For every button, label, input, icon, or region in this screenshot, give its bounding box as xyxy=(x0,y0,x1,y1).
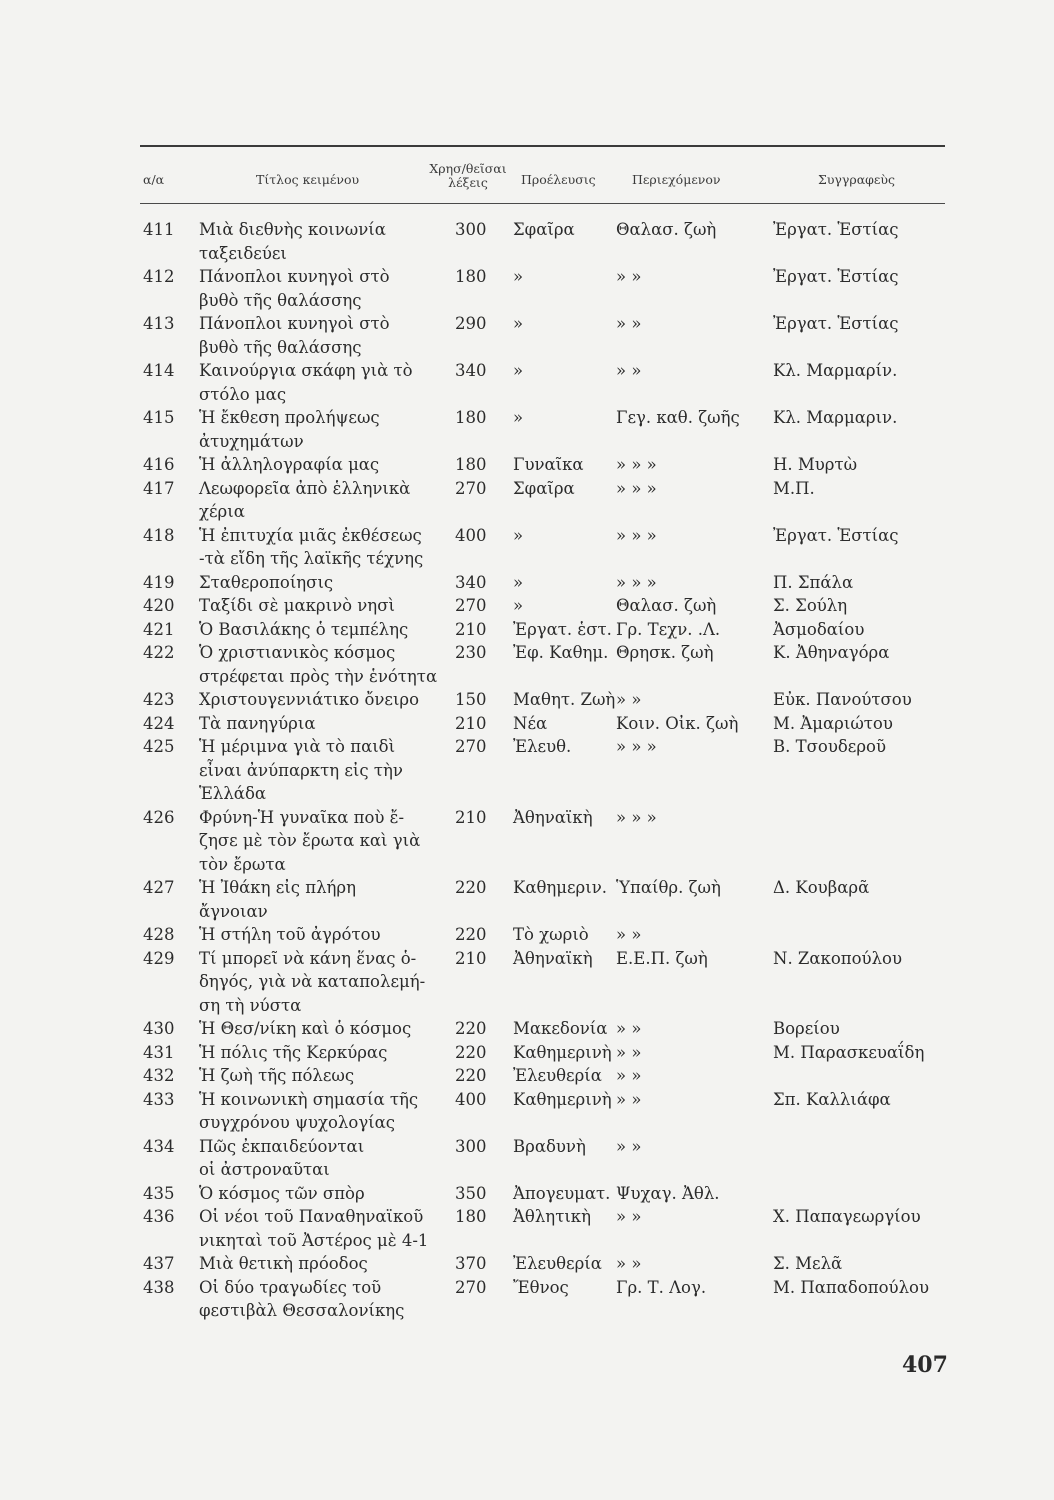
row-content: » » » xyxy=(616,807,657,827)
row-content: Ε.Ε.Π. ζωὴ xyxy=(616,948,708,968)
row-author: Κλ. Μαρμαρίν. xyxy=(773,361,898,380)
table-row xyxy=(0,1276,1054,1323)
row-number: 431 xyxy=(143,1042,175,1062)
row-number: 416 xyxy=(143,455,175,474)
row-title: Ὁ χριστιανικὸς κόσμος στρέφεται πρὸς τὴν ἑνότητα xyxy=(199,643,438,686)
row-origin: Καθημερινὴ xyxy=(513,1042,612,1062)
row-content: » » xyxy=(616,1042,642,1062)
row-words: 210 xyxy=(455,948,487,968)
row-content: » » » xyxy=(616,737,657,756)
table-row xyxy=(0,876,1054,923)
row-words: 210 xyxy=(455,807,487,827)
row-content: » » xyxy=(616,314,642,333)
row-origin: Γυναῖκα xyxy=(513,455,584,474)
table-row xyxy=(0,735,1054,806)
row-words: 180 xyxy=(455,1207,487,1226)
table-row xyxy=(0,641,1054,688)
row-origin: » xyxy=(513,572,524,592)
row-title: Ἡ Ἰθάκη εἰς πλήρη ἄγνοιαν xyxy=(199,878,357,921)
row-number: 437 xyxy=(143,1254,175,1273)
row-origin: » xyxy=(513,408,524,427)
table-row xyxy=(0,594,1054,618)
row-origin: Σφαῖρα xyxy=(513,478,575,498)
row-author: Ἐργατ. Ἑστίας xyxy=(773,525,899,545)
row-words: 270 xyxy=(455,596,487,615)
row-author: Μ.Π. xyxy=(773,478,815,498)
table-row xyxy=(0,1064,1054,1088)
table-row xyxy=(0,265,1054,312)
row-number: 421 xyxy=(143,619,175,639)
row-number: 412 xyxy=(143,267,175,286)
row-author: Ἐργατ. Ἑστίας xyxy=(773,314,899,333)
row-origin: Βραδυνὴ xyxy=(513,1136,586,1156)
row-author: Β. Τσουδεροῦ xyxy=(773,737,886,756)
row-content: » » xyxy=(616,925,642,944)
row-origin: Ἐλευθ. xyxy=(513,737,572,756)
row-words: 210 xyxy=(455,619,487,639)
table-row xyxy=(0,947,1054,1018)
row-content: » » » xyxy=(616,478,657,498)
row-author: Μ. Παπαδοπούλου xyxy=(773,1277,930,1297)
row-content: » » xyxy=(616,1066,642,1085)
row-number: 424 xyxy=(143,713,175,733)
row-content: Ψυχαγ. Ἀθλ. xyxy=(616,1183,720,1203)
row-content: » » xyxy=(616,1254,642,1273)
row-author: Ἐργατ. Ἑστίας xyxy=(773,220,899,239)
row-words: 370 xyxy=(455,1254,487,1273)
table-row xyxy=(0,359,1054,406)
row-content: » » xyxy=(616,1089,642,1109)
row-words: 340 xyxy=(455,361,487,380)
top-rule xyxy=(140,145,945,147)
row-title: Ἡ ζωὴ τῆς πόλεως xyxy=(199,1066,355,1085)
row-number: 438 xyxy=(143,1277,175,1297)
row-content: Θρησκ. ζωὴ xyxy=(616,643,714,662)
row-origin: Ἐλευθερία xyxy=(513,1254,602,1273)
table-row xyxy=(0,618,1054,642)
row-words: 230 xyxy=(455,643,487,662)
row-words: 150 xyxy=(455,690,487,709)
row-title: Τί μπορεῖ νὰ κάνη ἕνας ὁ- δηγός, γιὰ νὰ καταπολεμή- ση τὴ νύστα xyxy=(199,948,426,1015)
row-words: 210 xyxy=(455,713,487,733)
row-origin: Νέα xyxy=(513,713,548,733)
row-title: Πάνοπλοι κυνηγοὶ στὸ βυθὸ τῆς θαλάσσης xyxy=(199,314,390,357)
row-author: Σ. Μελᾶ xyxy=(773,1254,843,1273)
row-title: Ὁ κόσμος τῶν σπὸρ xyxy=(199,1183,365,1203)
row-words: 220 xyxy=(455,1042,487,1062)
row-title: Πῶς ἐκπαιδεύονται οἱ ἀστροναῦται xyxy=(199,1136,365,1179)
header-content: Περιεχόμενον xyxy=(632,172,721,187)
table-row xyxy=(0,1017,1054,1041)
table-row xyxy=(0,1088,1054,1135)
row-number: 429 xyxy=(143,948,175,968)
row-author: Μ. Ἀμαριώτου xyxy=(773,713,893,733)
row-number: 413 xyxy=(143,314,175,333)
table-row xyxy=(0,806,1054,877)
table-row xyxy=(0,477,1054,524)
table-row xyxy=(0,923,1054,947)
row-title: Ὁ Βασιλάκης ὁ τεμπέλης xyxy=(199,619,409,639)
row-title: Πάνοπλοι κυνηγοὶ στὸ βυθὸ τῆς θαλάσσης xyxy=(199,267,390,310)
row-content: » » xyxy=(616,267,642,286)
row-author: Ν. Ζακοπούλου xyxy=(773,948,903,968)
row-number: 422 xyxy=(143,643,175,662)
row-words: 220 xyxy=(455,925,487,944)
row-origin: Ἐλευθερία xyxy=(513,1066,602,1085)
table-row xyxy=(0,218,1054,265)
row-number: 414 xyxy=(143,361,175,380)
row-number: 420 xyxy=(143,596,175,615)
row-title: Ταξίδι σὲ μακρινὸ νησὶ xyxy=(199,596,395,615)
row-title: Ἡ στήλη τοῦ ἀγρότου xyxy=(199,925,381,944)
row-words: 400 xyxy=(455,1089,487,1109)
header-rule xyxy=(140,203,945,204)
row-number: 434 xyxy=(143,1136,175,1156)
row-origin: » xyxy=(513,361,524,380)
row-content: Θαλασ. ζωὴ xyxy=(616,220,717,239)
row-origin: Ἐργατ. ἑστ. xyxy=(513,619,612,639)
row-title: Μιὰ θετικὴ πρόοδος xyxy=(199,1254,368,1273)
row-number: 411 xyxy=(143,220,175,239)
row-content: » » » xyxy=(616,525,657,545)
row-origin: » xyxy=(513,267,524,286)
table-row xyxy=(0,1205,1054,1252)
row-origin: Καθημεριν. xyxy=(513,878,608,897)
row-number: 435 xyxy=(143,1183,175,1203)
row-title: Ἡ μέριμνα γιὰ τὸ παιδὶ εἶναι ἀνύπαρκτη εἰς τὴν Ἑλλάδα xyxy=(199,737,403,803)
row-number: 415 xyxy=(143,408,175,427)
header-origin: Προέλευσις xyxy=(521,172,596,187)
header-author: Συγγραφεὺς xyxy=(818,172,895,187)
row-origin: » xyxy=(513,596,524,615)
row-origin: Ἔθνος xyxy=(513,1277,569,1297)
table-row xyxy=(0,1182,1054,1206)
row-number: 423 xyxy=(143,690,175,709)
row-title: Ἡ ἐπιτυχία μιᾶς ἐκθέσεως -τὰ εἴδη τῆς λαϊκῆς τέχνης xyxy=(199,525,424,568)
row-origin: Τὸ χωριὸ xyxy=(513,925,589,944)
row-author: Δ. Κουβαρᾶ xyxy=(773,878,870,897)
row-author: Μ. Παρασκευαΐδη xyxy=(773,1042,925,1062)
table-row xyxy=(0,1135,1054,1182)
row-origin: Μαθητ. Ζωὴ xyxy=(513,690,616,709)
row-words: 300 xyxy=(455,1136,487,1156)
row-content: » » » xyxy=(616,455,657,474)
row-title: Καινούργια σκάφη γιὰ τὸ στόλο μας xyxy=(199,361,413,404)
row-origin: Ἐφ. Καθημ. xyxy=(513,643,609,662)
row-origin: Ἀθηναϊκὴ xyxy=(513,948,593,968)
row-origin: Σφαῖρα xyxy=(513,220,575,239)
row-title: Ἡ Θεσ/νίκη καὶ ὁ κόσμος xyxy=(199,1019,412,1038)
row-title: Χριστουγεννιάτικο ὄνειρο xyxy=(199,690,420,709)
row-author: Σπ. Καλλιάφα xyxy=(773,1089,891,1109)
row-words: 270 xyxy=(455,737,487,756)
row-title: Σταθεροποίησις xyxy=(199,572,334,592)
row-words: 180 xyxy=(455,267,487,286)
row-content: Γεγ. καθ. ζωῆς xyxy=(616,408,740,427)
row-author: Ἀσμοδαίου xyxy=(773,619,865,639)
table-row xyxy=(0,712,1054,736)
row-number: 428 xyxy=(143,925,175,944)
row-number: 419 xyxy=(143,572,175,592)
row-title: Τὰ πανηγύρια xyxy=(199,713,316,733)
row-author: Π. Σπάλα xyxy=(773,572,854,592)
row-content: » » xyxy=(616,1207,642,1226)
header-title: Τίτλος κειμένου xyxy=(256,172,360,187)
row-title: Οἱ νέοι τοῦ Παναθηναϊκοῦ νικηταὶ τοῦ Ἀστέρος μὲ 4-1 xyxy=(199,1207,429,1250)
header-words-line1: Χρησ/θεῖσαι xyxy=(429,161,507,176)
row-author: Εὐκ. Πανούτσου xyxy=(773,690,912,709)
row-number: 433 xyxy=(143,1089,175,1109)
table-row xyxy=(0,1041,1054,1065)
row-number: 436 xyxy=(143,1207,175,1226)
row-author: Κ. Ἀθηναγόρα xyxy=(773,643,890,662)
row-title: Μιὰ διεθνὴς κοινωνία ταξειδεύει xyxy=(199,220,386,263)
row-content: Ὑπαίθρ. ζωὴ xyxy=(616,878,721,897)
row-origin: Ἀθλητικὴ xyxy=(513,1207,591,1226)
row-origin: » xyxy=(513,314,524,333)
row-origin: Καθημερινὴ xyxy=(513,1089,612,1109)
table-row xyxy=(0,406,1054,453)
row-words: 180 xyxy=(455,408,487,427)
table-body xyxy=(0,218,1054,1323)
row-title: Οἱ δύο τραγωδίες τοῦ φεστιβὰλ Θεσσαλονίκης xyxy=(199,1277,405,1320)
row-words: 270 xyxy=(455,478,487,498)
row-author: Σ. Σούλη xyxy=(773,596,848,615)
row-words: 180 xyxy=(455,455,487,474)
row-title: Ἡ ἔκθεση προλήψεως ἀτυχημάτων xyxy=(199,408,380,451)
table-row xyxy=(0,688,1054,712)
row-number: 426 xyxy=(143,807,175,827)
row-number: 417 xyxy=(143,478,175,498)
row-words: 290 xyxy=(455,314,487,333)
row-number: 425 xyxy=(143,737,175,756)
row-number: 427 xyxy=(143,878,175,897)
row-words: 300 xyxy=(455,220,487,239)
row-origin: Ἀθηναϊκὴ xyxy=(513,807,593,827)
header-words-line2: λέξεις xyxy=(448,175,488,190)
row-number: 430 xyxy=(143,1019,175,1038)
row-title: Φρύνη-Ἡ γυναῖκα ποὺ ἔ- ζησε μὲ τὸν ἔρωτα καὶ γιὰ τὸν ἔρωτα xyxy=(199,807,421,874)
row-words: 400 xyxy=(455,525,487,545)
row-author: Βορείου xyxy=(773,1019,840,1038)
row-words: 220 xyxy=(455,878,487,897)
row-content: » » xyxy=(616,690,642,709)
table-row xyxy=(0,453,1054,477)
page-number: 407 xyxy=(902,1352,948,1378)
row-words: 270 xyxy=(455,1277,487,1297)
header-aa: α/α xyxy=(143,172,165,187)
row-words: 220 xyxy=(455,1019,487,1038)
table-row xyxy=(0,571,1054,595)
row-author: Η. Μυρτὼ xyxy=(773,455,858,474)
table-row xyxy=(0,312,1054,359)
row-content: » » xyxy=(616,1019,642,1038)
table-row xyxy=(0,1252,1054,1276)
table-header xyxy=(0,150,1054,200)
header-words xyxy=(428,162,508,190)
row-content: » » xyxy=(616,361,642,380)
table-row xyxy=(0,524,1054,571)
row-number: 418 xyxy=(143,525,175,545)
row-author: Κλ. Μαρμαριν. xyxy=(773,408,898,427)
row-author: Ἐργατ. Ἑστίας xyxy=(773,267,899,286)
row-origin: Μακεδονία xyxy=(513,1019,608,1038)
row-words: 220 xyxy=(455,1066,487,1085)
row-words: 350 xyxy=(455,1183,487,1203)
row-content: Κοιν. Οἰκ. ζωὴ xyxy=(616,713,739,733)
row-author: Χ. Παπαγεωργίου xyxy=(773,1207,921,1226)
row-title: Λεωφορεῖα ἀπὸ ἑλληνικὰ χέρια xyxy=(199,478,411,521)
row-content: Γρ. Τεχν. .Λ. xyxy=(616,619,721,639)
row-origin: » xyxy=(513,525,524,545)
row-content: Θαλασ. ζωὴ xyxy=(616,596,717,615)
row-origin: Ἀπογευματ. xyxy=(513,1183,611,1203)
row-title: Ἡ κοινωνικὴ σημασία τῆς συγχρόνου ψυχολογίας xyxy=(199,1089,419,1132)
row-title: Ἡ ἀλληλογραφία μας xyxy=(199,455,380,474)
row-content: » » » xyxy=(616,572,657,592)
row-number: 432 xyxy=(143,1066,175,1085)
row-words: 340 xyxy=(455,572,487,592)
row-content: Γρ. Τ. Λογ. xyxy=(616,1277,707,1297)
row-content: » » xyxy=(616,1136,642,1156)
row-title: Ἡ πόλις τῆς Κερκύρας xyxy=(199,1042,388,1062)
